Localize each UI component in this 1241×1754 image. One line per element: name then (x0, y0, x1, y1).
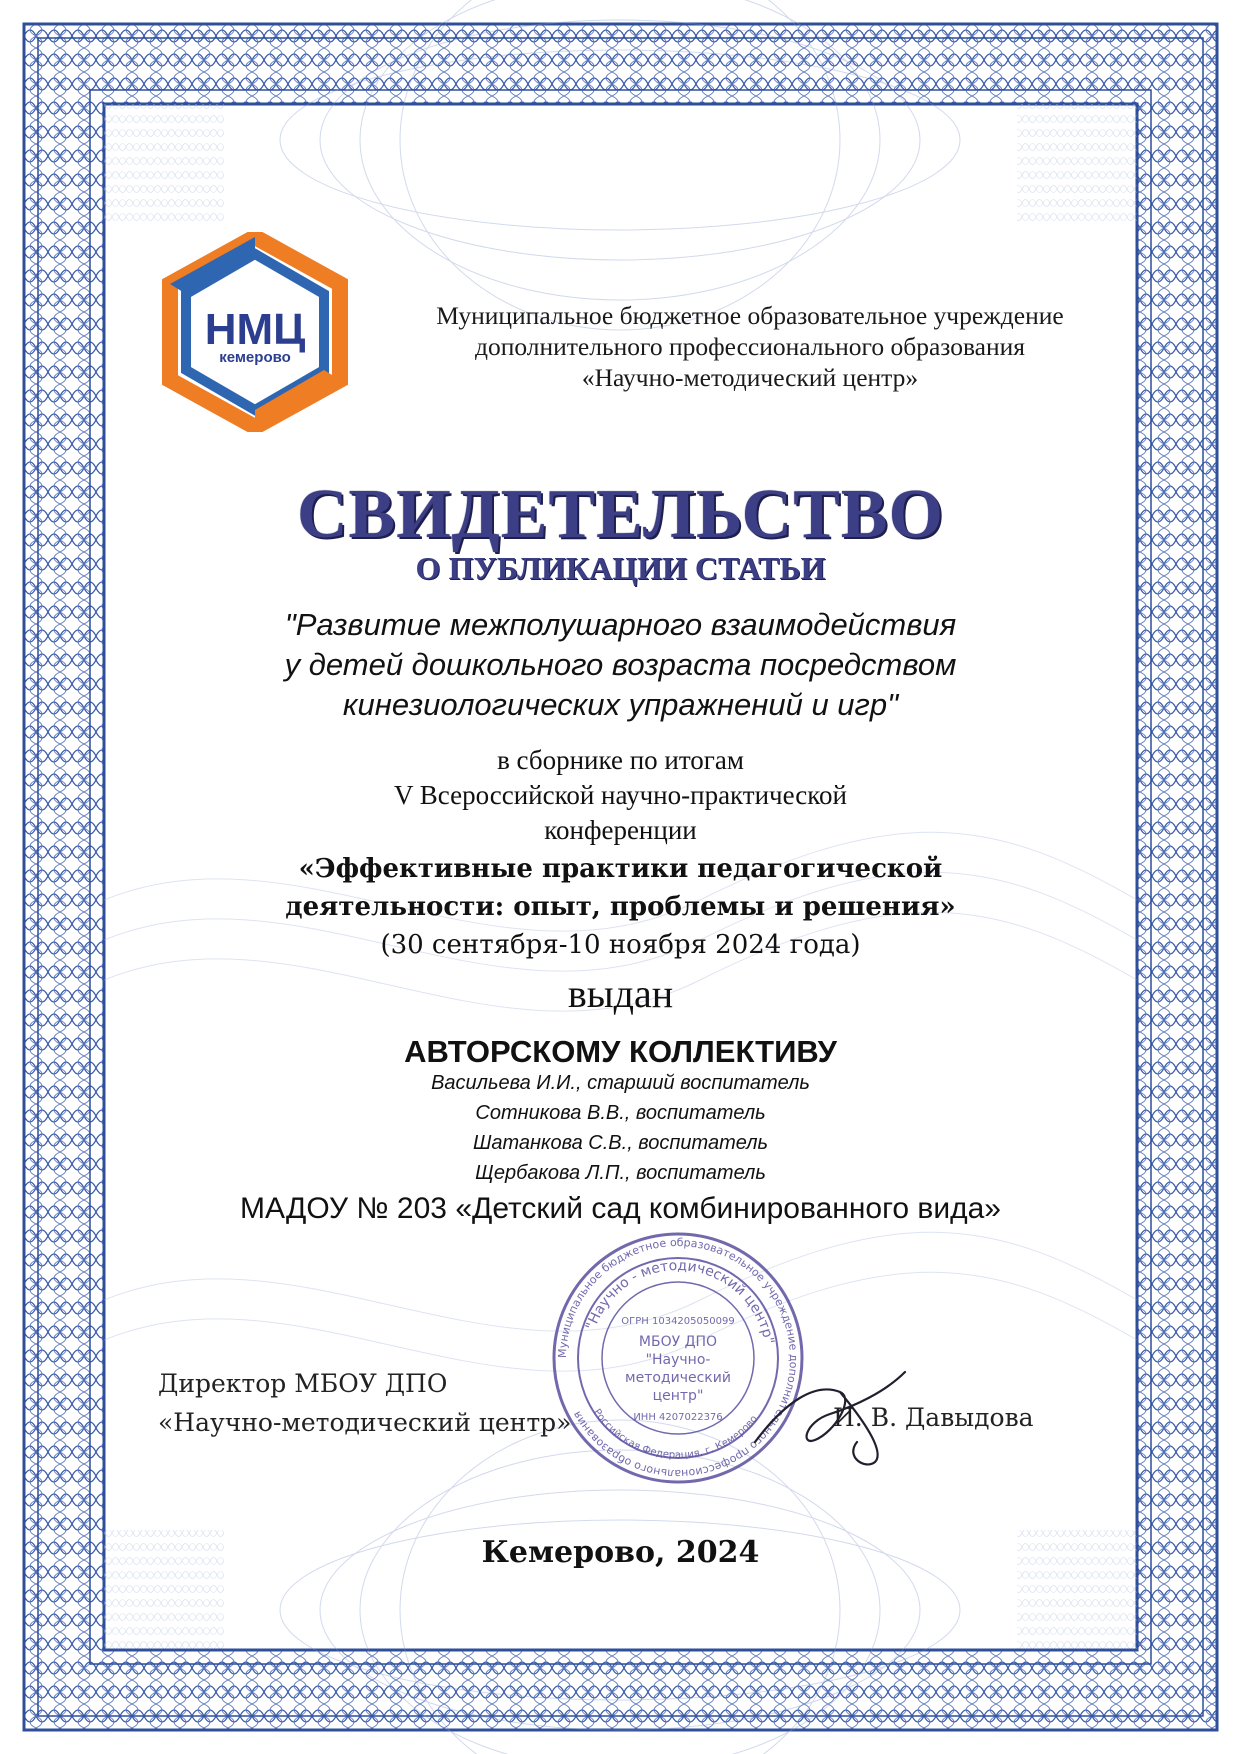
author-line: Васильева И.И., старший воспитатель (431, 1072, 810, 1094)
logo-city-text: кемерово (219, 349, 291, 366)
nmc-logo (160, 232, 350, 432)
stamp-center-line: центр" (652, 1388, 704, 1404)
certificate-title: СВИДЕТЕЛЬСТВО (296, 476, 945, 553)
org-line: дополнительного профессионального образования (474, 332, 1026, 361)
stamp-ogrn: ОГРН 1034205050099 (621, 1316, 735, 1327)
certificate-subtitle: О ПУБЛИКАЦИИ СТАТЬИ (415, 550, 826, 586)
stamp-center-line: "Научно- (645, 1352, 711, 1368)
article-title (0, 605, 1241, 725)
stamp-inn: ИНН 4207022376 (633, 1412, 723, 1423)
org-line: «Научно-методический центр» (581, 363, 919, 392)
conference-name (0, 850, 1241, 926)
school-name: МАДОУ № 203 «Детский сад комбинированного вида» (240, 1192, 1001, 1225)
director-line: Директор МБОУ ДПО (158, 1369, 448, 1398)
stamp-bottom-text: Российская Федерация, г. Кемерово (591, 1407, 760, 1462)
conference-name-line: «Эффективные практики педагогической (298, 854, 943, 884)
stamp-center-line: МБОУ ДПО (638, 1334, 718, 1350)
stamp-center-line: методический (625, 1370, 731, 1386)
handwritten-signature (745, 1362, 925, 1472)
conference-dates: (30 сентября-10 ноября 2024 года) (380, 930, 861, 960)
org-line: Муниципальное бюджетное образовательное учреждение (436, 301, 1064, 330)
stamp-inner-text: "Научно - методический центр" (582, 1257, 777, 1346)
organization-name (380, 300, 1120, 393)
conference-line: V Всероссийской научно-практической (394, 780, 847, 810)
logo-name-text: НМЦ (204, 305, 306, 354)
city-year: Кемерово, 2024 (481, 1535, 760, 1570)
director-line: «Научно-методический центр» (158, 1408, 572, 1437)
article-line: у детей дошкольного возраста посредством (284, 647, 957, 682)
collection-line: в сборнике по итогам (497, 745, 744, 775)
recipient: АВТОРСКОМУ КОЛЛЕКТИВУ (404, 1034, 837, 1069)
article-line: "Развитие межполушарного взаимодействия (284, 607, 957, 642)
director-name: И. В. Давыдова (833, 1403, 1034, 1432)
author-line: Щербакова Л.П., воспитатель (475, 1162, 766, 1184)
conference-line: конференции (544, 815, 697, 845)
article-line: кинезиологических упражнений и игр" (342, 687, 899, 722)
stamp-outer-text: Муниципальное бюджетное образовательное учреждение дополнительного профессионального образования (555, 1235, 801, 1481)
author-line: Шатанкова С.В., воспитатель (472, 1132, 769, 1154)
conference-name-line: деятельности: опыт, проблемы и решения» (285, 892, 956, 922)
author-line: Сотникова В.В., воспитатель (475, 1102, 766, 1124)
issued-label: выдан (567, 971, 674, 1016)
